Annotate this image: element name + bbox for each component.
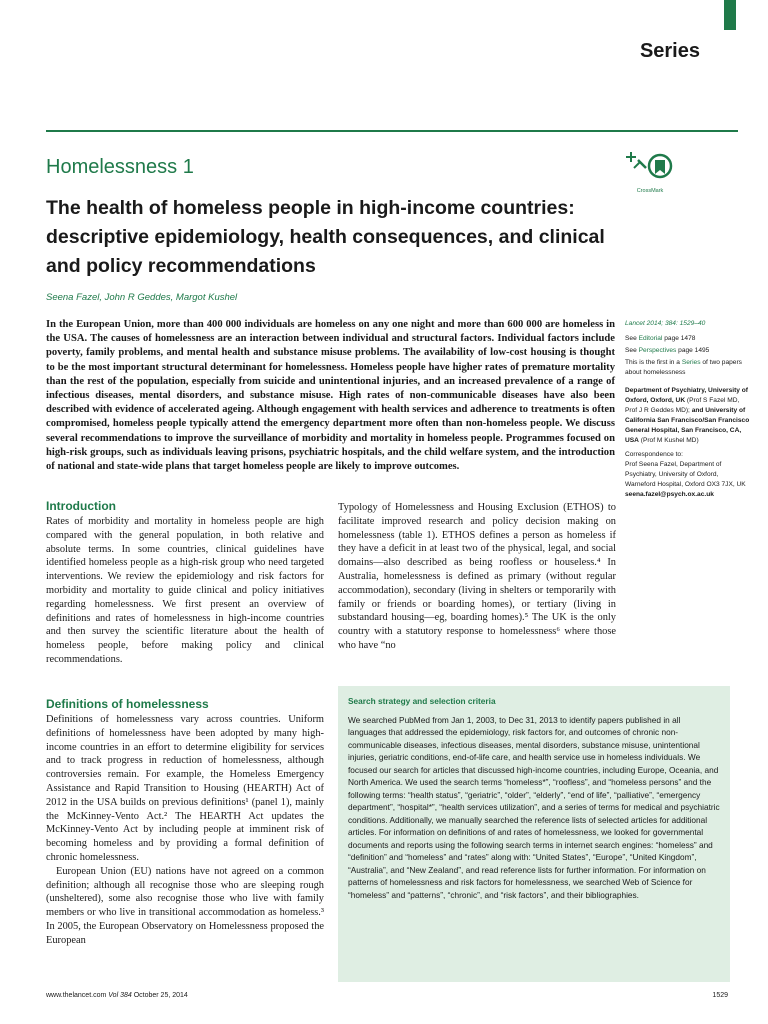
search-strategy-panel bbox=[338, 686, 730, 982]
correspondence-heading: Correspondence to: bbox=[625, 451, 683, 458]
crossmark-icon[interactable] bbox=[620, 148, 680, 198]
series-label: Series bbox=[639, 40, 700, 62]
footer-volume: Vol 384 bbox=[108, 992, 132, 999]
author-list: Seena Fazel, John R Geddes, Margot Kushel bbox=[46, 292, 238, 303]
affiliation-ucsf: University of California San Francisco/San Francisco General Hospital, San Francisco, CA, USA bbox=[625, 407, 750, 444]
ethos-paragraph: Typology of Homelessness and Housing Exclusion (ETHOS) to facilitate improved research and policy decision making on homelessness (table 1). ETHOS defines a person as homeless if they have a deficit in at least two of the physical, legal, and social domains—also described as being roofless or houseless.⁴ In Australia, homelessness is defined as primary (without regular accommodation), secondary (living in shelters or temporarily with family or friends or boarding homes), or tertiary (living in substandard housing—eg, boarding homes).⁵ The UK is the only country with a statutory response to homelessness⁶ where those who have “no bbox=[338, 502, 616, 651]
affiliations bbox=[625, 386, 750, 446]
perspectives-ref-pre: See bbox=[625, 347, 639, 354]
intro-paragraph: Rates of morbidity and mortality in homeless people are high compared with the general population, in both relative and absolute terms. In some countries, clinical guidelines have identified homeless people as a high-risk group who need targeted interventions. We review the epidemiology and risk factors for morbidity and mortality to guide clinical and policy initiatives regarding homelessness. We first present an overview of definitions and rates of homelessness in high-income countries and then survey the scientific literature about the health of homeless people, before making policy and clinical recommendations. bbox=[46, 516, 324, 665]
search-strategy-body: We searched PubMed from Jan 1, 2003, to Dec 31, 2013 to identify papers published in all languages that addressed the epidemiology, risk factors for, and outcomes of chronic non-communicable diseases, infectious diseases, mental disorders, substance misuse, unintentional injuries, geriatric conditions, end-of-life care, and health service use in homeless individuals. We focused our search for articles that discussed high-income countries, including Europe, Oceania, and North America. We used the search terms “homeless*”, “roofless”, and “homeless persons” and the following terms: “health status”, “geriatric”, “older”, “elderly”, “end of life”, “palliative”, “emergency department”, “hospital*”, “health services utilization”, and a series of terms for medical and psychiatric conditions. Additionally, we manually searched the reference lists of selected articles for additional articles. For information on definitions of and rates of homelessness, we looked for governmental documents and reports using the following search terms in internet search engines: “homeless” and “definition” and “homeless” and “rates” along with: “United States”, “Europe”, “United Kingdom”, “Australia”, and “New Zealand”, and read reference lists for further information. For information on patterns of homelessness and risk factors for homelessness, we searched Web of Science for “homeless” and “patterns”, “chronic”, and “risk factors”, and their bibliographies. bbox=[348, 714, 720, 900]
series-link[interactable]: Series bbox=[681, 359, 701, 366]
series-kicker: Homelessness 1 bbox=[46, 156, 194, 178]
perspectives-ref bbox=[625, 346, 750, 356]
page-number: 1529 bbox=[712, 992, 728, 999]
footer-left bbox=[46, 992, 188, 999]
footer-date: October 25, 2014 bbox=[133, 992, 188, 999]
intro-heading: Introduction bbox=[46, 499, 116, 513]
affiliation-oxford-names: (Prof S Fazel MD, Prof J R Geddes MD); bbox=[625, 397, 740, 414]
right-column bbox=[338, 501, 616, 653]
correspondence-address: Prof Seena Fazel, Department of Psychiatry, University of Oxford, Warneford Hospital, Oxford OX3 7JX, UK bbox=[625, 461, 746, 488]
definitions-paragraph-2: European Union (EU) nations have not agreed on a common definition; although all recognise those who are sleeping rough (unsheltered), some also recognise those who live with family members or who live in transitional accommodation as homeless.³ In 2005, the European Observatory on Homelessness proposed the European bbox=[46, 865, 324, 946]
definitions-column bbox=[46, 713, 324, 948]
editorial-ref-pre: See bbox=[625, 335, 639, 342]
affiliation-ucsf-names: (Prof M Kushel MD) bbox=[638, 437, 699, 444]
affiliation-oxford: Department of Psychiatry, University of Oxford, Oxford, UK bbox=[625, 387, 748, 404]
definitions-heading: Definitions of homelessness bbox=[46, 697, 209, 711]
editorial-ref-post: page 1478 bbox=[662, 335, 696, 342]
perspectives-link[interactable]: Perspectives bbox=[638, 347, 677, 354]
article-sidebar bbox=[625, 319, 750, 500]
series-note-pre: This is the first in a bbox=[625, 359, 682, 366]
article-title: The health of homeless people in high-income countries: descriptive epidemiology, health consequences, and clinical and policy recommendations bbox=[46, 197, 605, 277]
crossmark-plus-icon bbox=[626, 152, 636, 162]
header-rule bbox=[46, 130, 738, 132]
definitions-paragraph-1: Definitions of homelessness vary across countries. Uniform definitions of homelessness have been adopted by many high-income countries in an effort to determine eligibility for services and to track progress in reduction of homelessness, although controversies remain. For example, the Homeless Emergency Assistance and Rapid Transition to Housing (HEARTH) Act of 2012 in the USA builds on previous definitions¹ (panel 1), mainly the McKinney-Vento Act.² The HEARTH Act updates the McKinney-Vento Act by including people at imminent risk of becoming homeless and by providing a formal definition of chronic homelessness. bbox=[46, 714, 324, 863]
editorial-link[interactable]: Editorial bbox=[638, 335, 663, 342]
search-strategy-title: Search strategy and selection criteria bbox=[348, 696, 496, 706]
correspondence-email[interactable]: seena.fazel@psych.ox.ac.uk bbox=[625, 491, 714, 498]
series-note-post: of two papers about homelessness bbox=[625, 359, 742, 376]
series-note bbox=[625, 358, 750, 378]
footer-site[interactable]: www.thelancet.com bbox=[46, 992, 107, 999]
affiliation-and: and bbox=[689, 407, 704, 414]
intro-column bbox=[46, 515, 324, 667]
editorial-ref bbox=[625, 334, 750, 344]
svg-text:CrossMark: CrossMark bbox=[636, 188, 664, 194]
perspectives-ref-post: page 1495 bbox=[676, 347, 710, 354]
series-accent-bar bbox=[724, 0, 736, 30]
abstract: In the European Union, more than 400 000 individuals are homeless on any one night and more than 600 000 are homeless in the USA. The causes of homelessness are an interaction between individual and structural factors. Individual factors include poverty, family problems, and mental health and substance misuse problems. The availability of low-cost housing is thought to be the most important structural determinant for homelessness. Homeless people have higher rates of premature mortality than the rest of the population, especially from suicide and unintentional injuries, and an increased prevalence of a range of infectious diseases, mental disorders, and substance misuse. High rates of non-communicable diseases have also been described with evidence of accelerated ageing. Although engagement with health services and adherence to treatments is often compromised, homeless people typically attend the emergency department more often than non-homeless people. We discuss several recommendations to improve the surveillance of morbidity and mortality in homeless people. Programmes focused on high-risk groups, such as individuals leaving prisons, psychiatric hospitals, and the child welfare system, and the introduction of national and state-wide plans that target homeless people are likely to improve outcomes. bbox=[46, 319, 615, 473]
citation: Lancet 2014; 384: 1529–40 bbox=[625, 320, 706, 327]
